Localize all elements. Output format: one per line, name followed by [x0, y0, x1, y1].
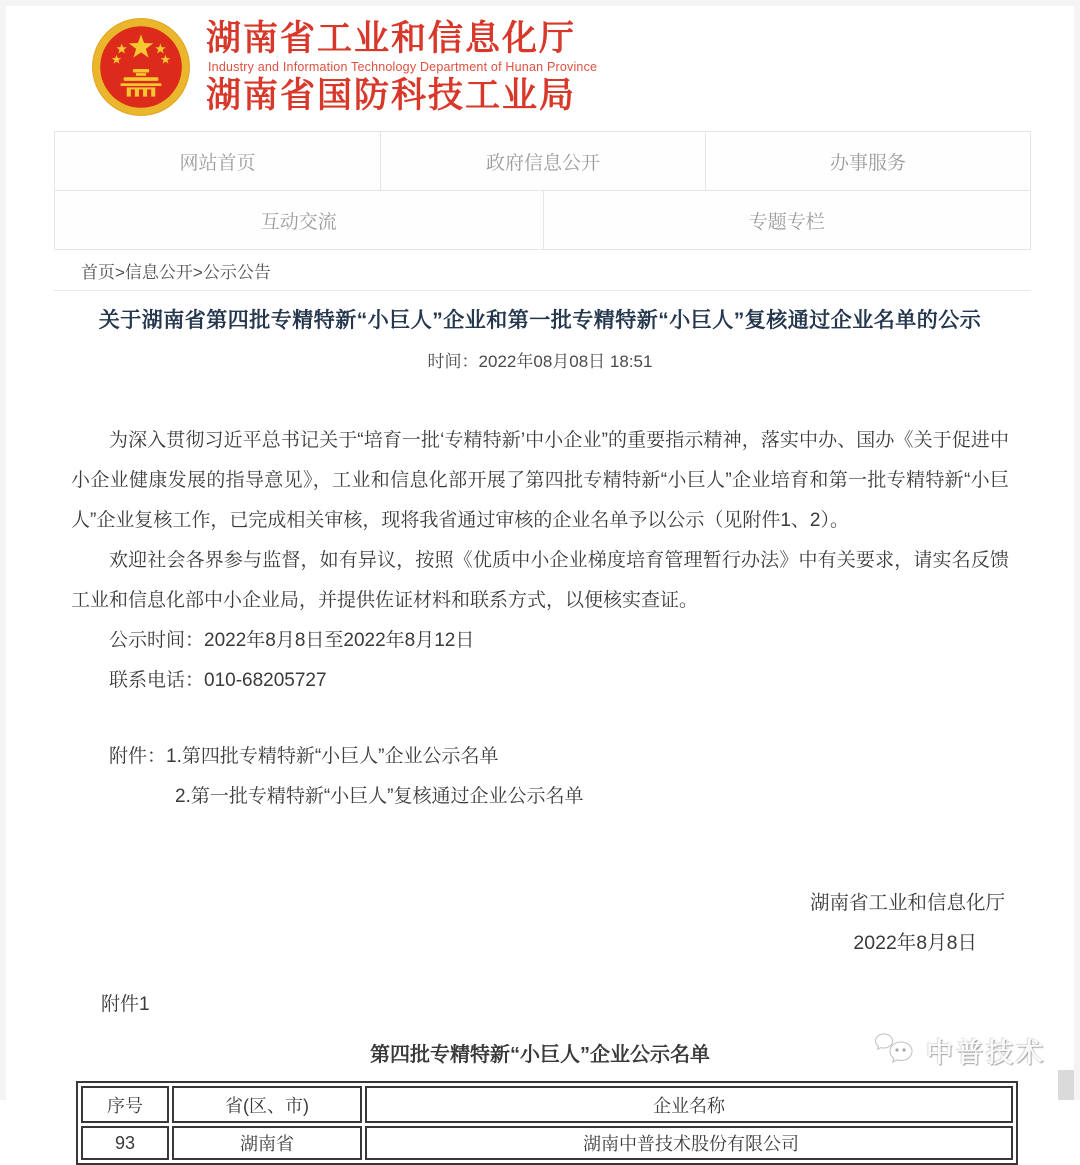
- nav-item-home[interactable]: 网站首页: [55, 132, 380, 190]
- col-header-company: 企业名称: [365, 1086, 1013, 1123]
- cell-company: 湖南中普技术股份有限公司: [365, 1126, 1013, 1160]
- nav-item-services[interactable]: 办事服务: [705, 132, 1030, 190]
- nav-item-special-topics[interactable]: 专题专栏: [543, 191, 1031, 249]
- paragraph-2: 欢迎社会各界参与监督，如有异议，按照《优质中小企业梯度培育管理暂行办法》中有关要求，请实名反馈工业和信息化部中小企业局，并提供佐证材料和联系方式，以便核实查证。: [71, 550, 1009, 611]
- signature-date: 2022年8月8日: [853, 932, 977, 954]
- table-row: [81, 1126, 1013, 1160]
- col-header-serial: 序号: [81, 1086, 169, 1123]
- article-body: [71, 421, 1009, 963]
- org-name-primary: 湖南省工业和信息化厅: [206, 18, 577, 58]
- nav-item-gov-info[interactable]: 政府信息公开: [380, 132, 705, 190]
- nav-row-2: [55, 190, 1030, 249]
- enterprise-table-wrap: [76, 1081, 1018, 1165]
- col-header-province: 省(区、市): [172, 1086, 362, 1123]
- cell-province: 湖南省: [172, 1126, 362, 1160]
- main-nav: [54, 131, 1031, 250]
- attachment1-table-title: 第四批专精特新“小巨人”企业公示名单: [370, 1044, 710, 1066]
- signature-block: [71, 883, 1009, 963]
- attachment1-label: 附件1: [101, 994, 150, 1015]
- publish-time: 时间：2022年08月08日 18:51: [427, 352, 653, 371]
- header-org-titles: [206, 19, 597, 115]
- cell-serial: 93: [81, 1126, 169, 1160]
- signature-org: 湖南省工业和信息化厅: [809, 892, 1005, 914]
- nav-row-1: [55, 132, 1030, 190]
- breadcrumb[interactable]: 首页>信息公开>公示公告: [54, 250, 1031, 291]
- article: [6, 304, 1074, 1165]
- site-header: [6, 6, 1074, 124]
- scrollbar-fragment: [1058, 1070, 1074, 1100]
- publicity-period: 公示时间：2022年8月8日至2022年8月12日: [109, 630, 475, 651]
- contact-phone: 联系电话：010-68205727: [109, 670, 327, 691]
- org-name-english: Industry and Information Technology Department of Hunan Province: [208, 60, 598, 74]
- page-title: 关于湖南省第四批专精特新“小巨人”企业和第一批专精特新“小巨人”复核通过企业名单的公示: [98, 309, 982, 332]
- attachment-link-2[interactable]: 2.第一批专精特新“小巨人”复核通过企业公示名单: [175, 786, 584, 807]
- table-header-row: [81, 1086, 1013, 1123]
- enterprise-table: [76, 1081, 1018, 1165]
- blank-line: [71, 701, 1009, 737]
- paragraph-1: 为深入贯彻习近平总书记关于“培育一批‘专精特新’中小企业”的重要指示精神，落实中办、国办《关于促进中小企业健康发展的指导意见》，工业和信息化部开展了第四批专精特新“小巨人”企业培育和第一批专精特新“小巨人”企业复核工作，已完成相关审核，现将我省通过审核的企业名单予以公示（见附件1、2）。: [71, 430, 1009, 531]
- attachment-link-1[interactable]: 附件：1.第四批专精特新“小巨人”企业公示名单: [109, 746, 499, 767]
- nav-item-interaction[interactable]: 互动交流: [55, 191, 543, 249]
- watermark-text: 中普技术: [926, 1037, 1046, 1068]
- org-name-secondary: 湖南省国防科技工业局: [206, 76, 577, 115]
- national-emblem-icon: [90, 16, 192, 118]
